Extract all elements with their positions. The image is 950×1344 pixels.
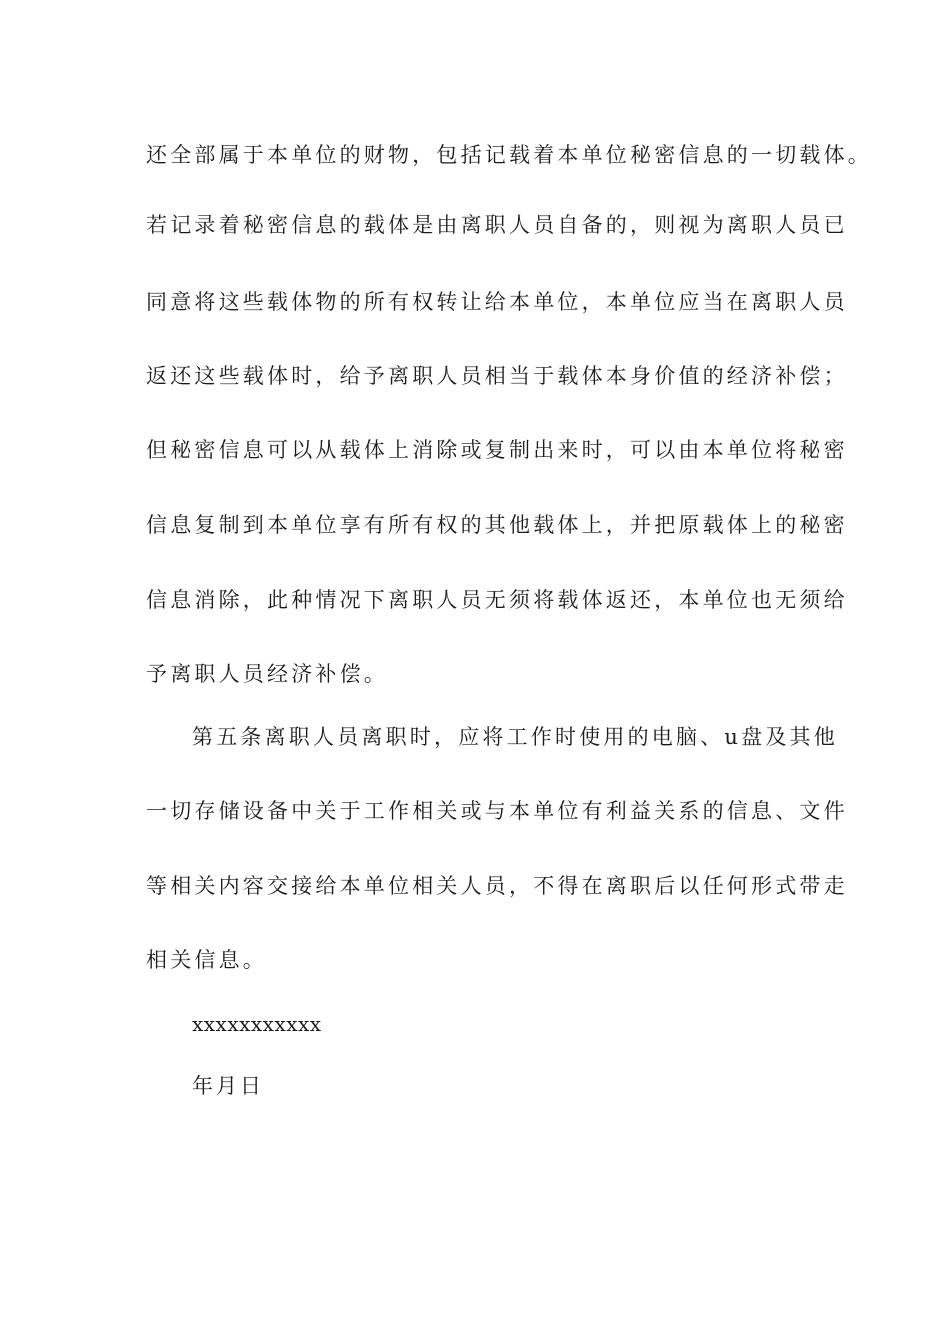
signature-placeholder: xxxxxxxxxxx xyxy=(192,1012,322,1036)
paragraph-line: 同意将这些载体物的所有权转让给本单位，本单位应当在离职人员 xyxy=(146,290,848,314)
paragraph-line: 信息复制到本单位享有所有权的其他载体上，并把原载体上的秘密 xyxy=(146,513,848,537)
paragraph-line: 予离职人员经济补偿。 xyxy=(146,662,388,686)
paragraph-line: 若记录着秘密信息的载体是由离职人员自备的，则视为离职人员已 xyxy=(146,213,848,237)
paragraph-line: 等相关内容交接给本单位相关人员，不得在离职后以任何形式带走 xyxy=(146,874,848,898)
paragraph-line: 信息消除，此种情况下离职人员无须将载体返还，本单位也无须给 xyxy=(146,588,848,612)
paragraph-line: 返还这些载体时，给予离职人员相当于载体本身价值的经济补偿； xyxy=(146,364,848,388)
date-placeholder: 年月日 xyxy=(192,1074,264,1098)
paragraph-line: 相关信息。 xyxy=(146,948,267,972)
paragraph-line: 还全部属于本单位的财物，包括记载着本单位秘密信息的一切载体。 xyxy=(146,143,872,167)
article-five-line: 第五条离职人员离职时，应将工作时使用的电脑、u盘及其他 xyxy=(192,725,838,749)
paragraph-line: 但秘密信息可以从载体上消除或复制出来时，可以由本单位将秘密 xyxy=(146,438,848,462)
paragraph-line: 一切存储设备中关于工作相关或与本单位有利益关系的信息、文件 xyxy=(146,799,848,823)
